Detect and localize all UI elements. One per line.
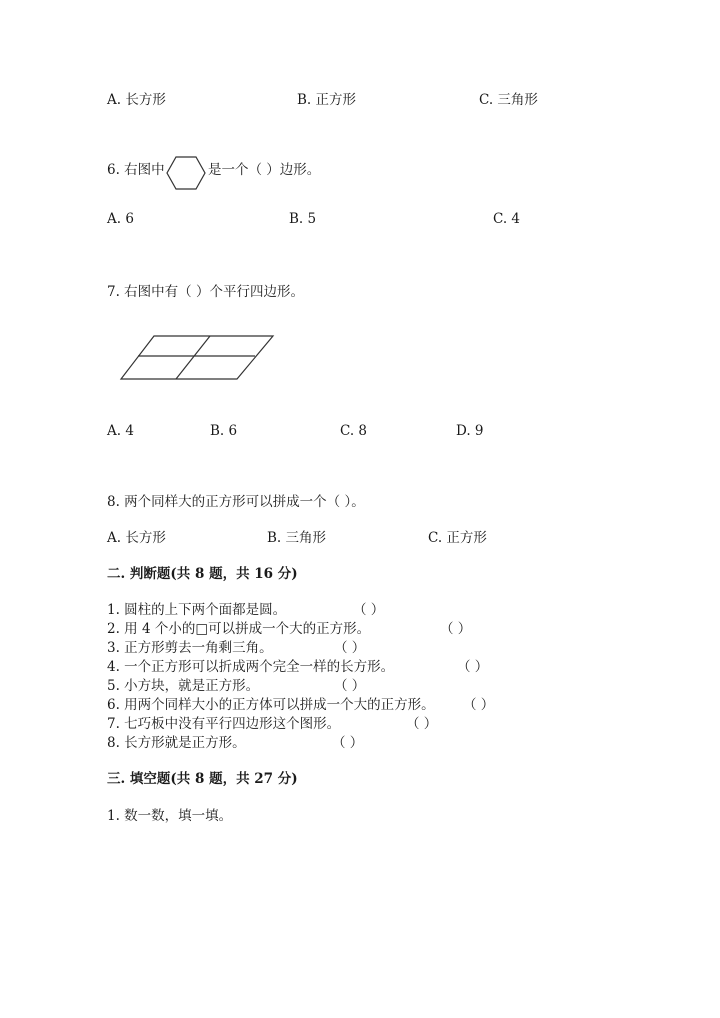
section3-title: 三. 填空题(共 8 题，共 27 分): [107, 771, 298, 787]
judge-item-1: 1. 圆柱的上下两个面都是圆。: [107, 602, 287, 618]
judge-item-6: 6. 用两个同样大小的正方体可以拼成一个大的正方形。: [107, 697, 435, 713]
fill-item-1: 1. 数一数，填一填。: [107, 808, 233, 824]
judge-item-2: 2. 用 4 个小的□可以拼成一个大的正方形。: [107, 621, 371, 637]
judge-item-2-paren: （ ）: [440, 621, 472, 637]
q7-option-b: B. 6: [210, 423, 238, 439]
judge-item-7: 7. 七巧板中没有平行四边形这个图形。: [107, 716, 341, 732]
q7-option-a: A. 4: [107, 423, 134, 439]
hexagon-figure: [166, 156, 206, 190]
q6-option-b: B. 5: [289, 211, 317, 227]
judge-item-4: 4. 一个正方形可以折成两个完全一样的长方形。: [107, 659, 395, 675]
q7-text: 7. 右图中有（ ）个平行四边形。: [107, 284, 304, 300]
q6-suffix: 是一个（ ）边形。: [208, 162, 321, 178]
section2-title: 二. 判断题(共 8 题，共 16 分): [107, 566, 298, 582]
judge-item-5-paren: （ ）: [334, 678, 366, 694]
q8-text: 8. 两个同样大的正方形可以拼成一个（ ）。: [107, 494, 365, 510]
judge-item-4-paren: （ ）: [457, 659, 489, 675]
q8-option-a: A. 长方形: [107, 530, 166, 546]
parallelogram-grid-figure: [118, 333, 276, 381]
q6-option-c: C. 4: [493, 211, 521, 227]
judge-item-8: 8. 长方形就是正方形。: [107, 735, 246, 751]
q6-prefix: 6. 右图中: [107, 162, 165, 178]
judge-item-1-paren: （ ）: [353, 602, 385, 618]
q7-option-d: D. 9: [456, 423, 484, 439]
q5-option-c: C. 三角形: [479, 92, 538, 108]
q8-option-c: C. 正方形: [428, 530, 487, 546]
judge-item-3-paren: （ ）: [334, 640, 366, 656]
q6-option-a: A. 6: [107, 211, 134, 227]
judge-item-3: 3. 正方形剪去一角剩三角。: [107, 640, 273, 656]
judge-item-5: 5. 小方块，就是正方形。: [107, 678, 260, 694]
q5-option-b: B. 正方形: [297, 92, 357, 108]
q5-option-a: A. 长方形: [107, 92, 166, 108]
q8-option-b: B. 三角形: [267, 530, 327, 546]
judge-item-7-paren: （ ）: [406, 716, 438, 732]
judge-item-8-paren: （ ）: [332, 735, 364, 751]
judge-item-6-paren: （ ）: [463, 697, 495, 713]
q7-option-c: C. 8: [340, 423, 368, 439]
